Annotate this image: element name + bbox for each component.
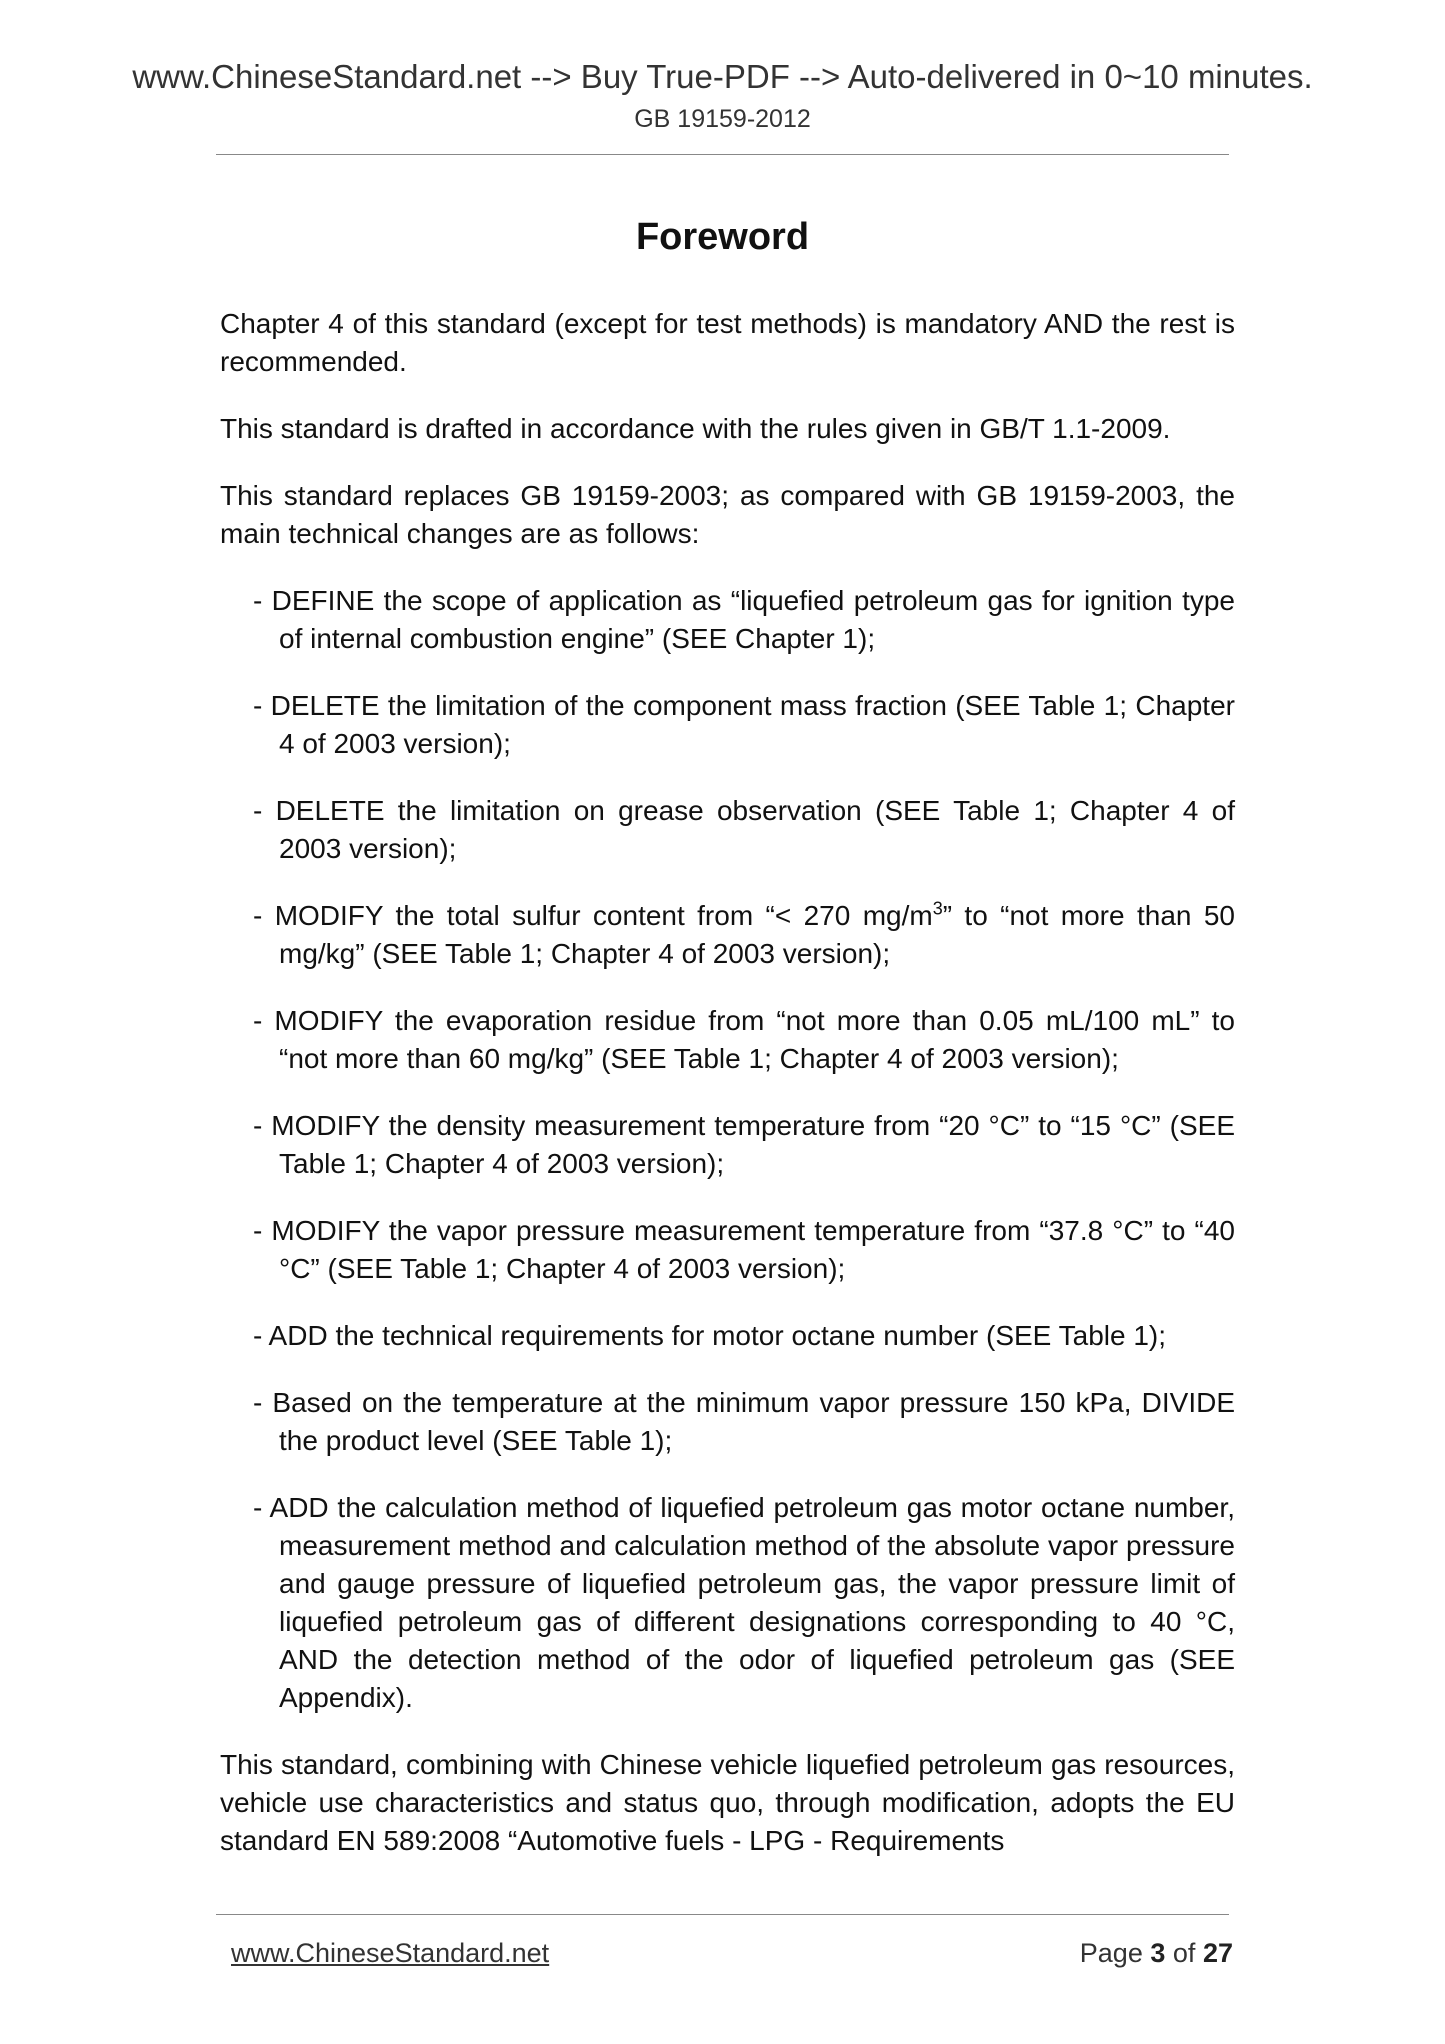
change-item-text: - MODIFY the total sulfur content from “< 270 mg/m [253,900,933,931]
page-title: Foreword [635,216,810,258]
page-indicator [1080,1936,1233,1970]
change-item: - ADD the calculation method of liquefied petroleum gas motor octane number, measurement method and calculation method of the absolute vapor pressure and gauge pressure of liquefied petroleum gas, the vapor pressure limit of liquefied petroleum gas of different designations corresponding to 40 °C, AND the detection method of the odor of liquefied petroleum gas (SEE Appendix). [253,1492,1235,1713]
superscript: 3 [932,898,943,919]
change-item: - ADD the technical requirements for motor octane number (SEE Table 1); [253,1320,1167,1351]
page-of: of [1172,1938,1196,1968]
paragraph: Chapter 4 of this standard (except for test methods) is mandatory AND the rest is recommended. [220,308,1235,377]
footer-website-link[interactable]: www.ChineseStandard.net [231,1938,550,1968]
change-item: - MODIFY the vapor pressure measurement temperature from “37.8 °C” to “40 °C” (SEE Table 1; Chapter 4 of 2003 version); [253,1215,1235,1284]
change-item: - DELETE the limitation on grease observation (SEE Table 1; Chapter 4 of 2003 version); [253,795,1235,864]
paragraph: This standard, combining with Chinese vehicle liquefied petroleum gas resources, vehicle use characteristics and status quo, through modification, adopts the EU standard EN 589:2008 “Automotive fuels - LPG - Requirements [220,1749,1235,1856]
header-banner[interactable]: www.ChineseStandard.net --> Buy True-PDF --> Auto-delivered in 0~10 minutes. [132,58,1313,95]
page-total: 27 [1202,1938,1233,1968]
paragraph: This standard is drafted in accordance with the rules given in GB/T 1.1-2009. [220,413,1171,444]
change-item [253,897,1235,973]
standard-number: GB 19159-2012 [634,105,811,133]
change-item: - DEFINE the scope of application as “liquefied petroleum gas for ignition type of internal combustion engine” (SEE Chapter 1); [253,585,1235,654]
change-item-text: ” to “not more than 50 mg/kg” (SEE Table 1; Chapter 4 of 2003 version); [279,900,1235,969]
change-item: - MODIFY the density measurement temperature from “20 °C” to “15 °C” (SEE Table 1; Chapter 4 of 2003 version); [253,1110,1235,1179]
footer-divider [216,1914,1229,1915]
document-body [220,305,1235,1889]
header-divider [216,154,1229,155]
change-item: - Based on the temperature at the minimum vapor pressure 150 kPa, DIVIDE the product level (SEE Table 1); [253,1387,1235,1456]
paragraph: This standard replaces GB 19159-2003; as compared with GB 19159-2003, the main technical changes are as follows: [220,480,1235,549]
page-current: 3 [1150,1938,1166,1968]
change-item: - MODIFY the evaporation residue from “not more than 0.05 mL/100 mL” to “not more than 60 mg/kg” (SEE Table 1; Chapter 4 of 2003 version); [253,1005,1235,1074]
change-item: - DELETE the limitation of the component mass fraction (SEE Table 1; Chapter 4 of 2003 version); [253,690,1235,759]
page-label: Page [1079,1938,1143,1968]
